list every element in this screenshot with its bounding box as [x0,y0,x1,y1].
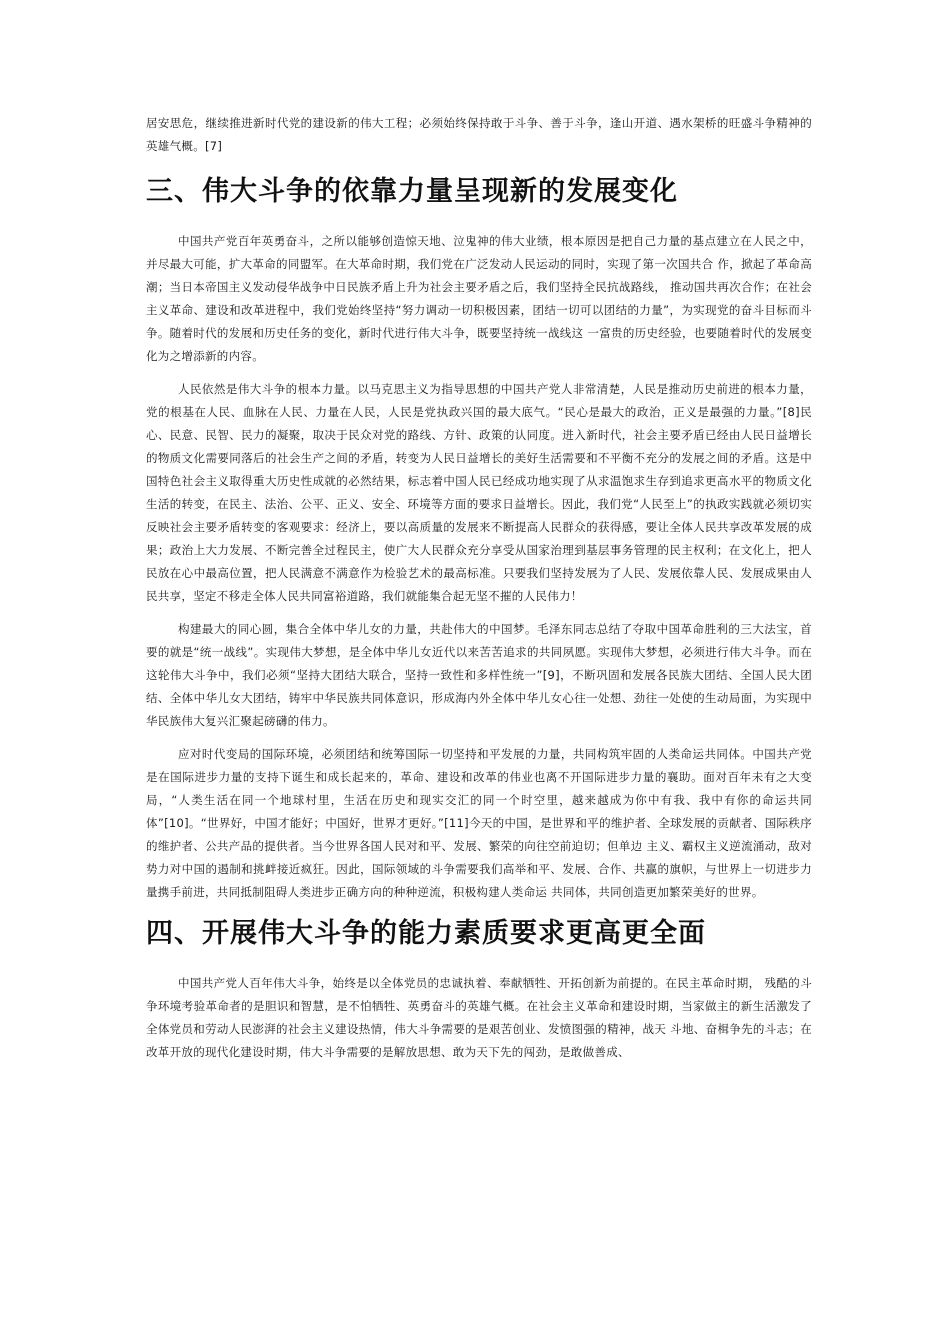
section-3-paragraph-3: 构建最大的同心圆，集合全体中华儿女的力量，共赴伟大的中国梦。毛泽东同志总结了夺取中国革命胜利的三大法宝，首要的就是“统一战线”。实现伟大梦想，是全体中华儿女近代以来苦苦追求的共同夙愿。实现伟大梦想，必须进行伟大斗争。而在这轮伟大斗争中，我们必须“坚持大团结大联合，坚持一致性和多样性统一”[9]，不断巩固和发展各民族大团结、全国人民大团结、全体中华儿女大团结，铸牢中华民族共同体意识，形成海内外全体中华儿女心往一处想、劲往一处使的生动局面，为实现中华民族伟大复兴汇聚起磅礴的伟力。 [146,622,812,728]
section-4-paragraph-1: 中国共产党人百年伟大斗争，始终是以全体党员的忠诚执着、奉献牺牲、开拓创新为前提的。在民主革命时期， 残酷的斗争环境考验革命者的是胆识和智慧，是不怕牺牲、英勇奋斗的英雄气概。在社会主义革命和建设时期，当家做主的新生活激发了全体党员和劳动人民澎湃的社会主义建设热情，伟大斗争需要的是艰苦创业、发愤图强的精神，战天 斗地、奋楫争先的斗志；在改革开放的现代化建设时期，伟大斗争需要的是解放思想、敢为天下先的闯劲，是敢做善成、 [146,976,812,1059]
section-3-paragraph-1: 中国共产党百年英勇奋斗，之所以能够创造惊天地、泣鬼神的伟大业绩，根本原因是把自己力量的基点建立在人民之中，并尽最大可能，扩大革命的同盟军。在大革命时期，我们党在广泛发动人民运动的同时，实现了第一次国共合 作，掀起了革命高潮；当日本帝国主义发动侵华战争中日民族矛盾上升为社会主要矛盾之后，我们坚持全民抗战路线， 推动国共再次合作；在社会主义革命、建设和改革进程中，我们党始终坚持“努力调动一切积极因素，团结一切可以团结的力量”，为实现党的奋斗目标而斗争。随着时代的发展和历史任务的变化，新时代进行伟大斗争，既要坚持统一战线这 一富贵的历史经验，也要随着时代的发展变化为之增添新的内容。 [146,234,812,363]
section-3-heading: 三、伟大斗争的依靠力量呈现新的发展变化 [146,176,678,207]
document-page [146,112,812,1074]
section-4-heading: 四、开展伟大斗争的能力素质要求更高更全面 [146,918,706,949]
section-3-paragraph-4: 应对时代变局的国际环境，必须团结和统筹国际一切坚持和平发展的力量，共同构筑牢固的人类命运共同体。中国共产党是在国际进步力量的支持下诞生和成长起来的，革命、建设和改革的伟业也离不开国际进步力量的襄助。面对百年未有之大变局，“人类生活在同一个地球村里，生活在历史和现实交汇的同一个时空里，越来越成为你中有我、我中有你的命运共同体”[10]。“世界好，中国才能好；中国好，世界才更好。”[11]今天的中国，是世界和平的维护者、全球发展的贡献者、国际秩序的维护者、公共产品的提供者。当今世界各国人民对和平、发展、繁荣的向往空前迫切；但单边 主义、霸权主义逆流涌动，敌对势力对中国的遏制和挑衅接近疯狂。因此，国际领域的斗争需要我们高举和平、发展、合作、共赢的旗帜，与世界上一切进步力量携手前进，共同抵制阻碍人类进步正确方向的种种逆流，积极构建人类命运 共同体，共同创造更加繁荣美好的世界。 [146,747,812,899]
intro-paragraph: 居安思危，继续推进新时代党的建设新的伟大工程；必须始终保持敢于斗争、善于斗争，逢山开道、遇水架桥的旺盛斗争精神的英雄气概。[7] [146,116,812,153]
section-3-paragraph-2: 人民依然是伟大斗争的根本力量。以马克思主义为指导思想的中国共产党人非常清楚，人民是推动历史前进的根本力量，党的根基在人民、血脉在人民、力量在人民，人民是党执政兴国的最大底气。“民心是最大的政治，正义是最强的力量。”[8]民心、民意、民智、民力的凝聚，取决于民众对党的路线、方针、政策的认同度。进入新时代，社会主要矛盾已经由人民日益增长的物质文化需要同落后的社会生产之间的矛盾，转变为人民日益增长的美好生活需要和不平衡不充分的发展之间的矛盾。这是中国特色社会主义取得重大历史性成就的必然结果，标志着中国人民已经成功地实现了从求温饱求生存到追求更高水平的物质文化生活的转变，在民主、法治、公平、正义、安全、环境等方面的要求日益增长。因此，我们党“人民至上”的执政实践就必须切实反映社会主要矛盾转变的客观要求：经济上，要以高质量的发展来不断提高人民群众的获得感，要让全体人民共享改革发展的成果；政治上大力发展、不断完善全过程民主，使广大人民群众充分享受从国家治理到基层事务管理的民主权利；在文化上，把人民放在心中最高位置，把人民满意不满意作为检验艺术的最高标准。只要我们坚持发展为了人民、发展依靠人民、发展成果由人民共享，坚定不移走全体人民共同富裕道路，我们就能集合起无坚不摧的人民伟力！ [146,382,812,603]
